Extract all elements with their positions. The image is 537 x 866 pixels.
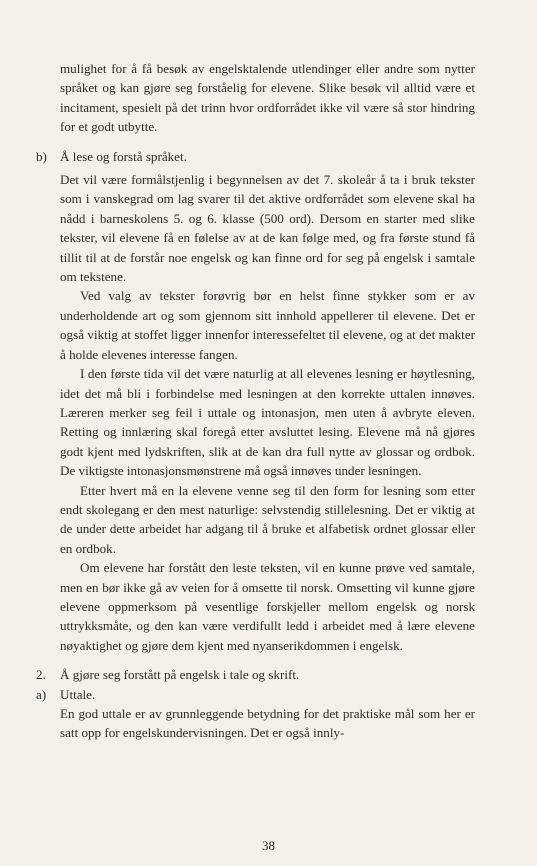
paragraph: Det vil være formålstjenlig i begynnelsen av det 7. skoleår å ta i bruk tekster som i vanskegrad om lag svarer til det aktive ordforrådet som elevene skal ha nådd i barneskolens 5. og 6. klasse (500 ord). Dersom en starter med slike tekster, vil elevene få en følelse av at de kan følge med, og fra første stund få tillit til at de forstår noe engelsk og kan finne ord for seg på engelsk i samtale om tekstene. xyxy=(60,172,475,285)
paragraph: Om elevene har forstått den leste teksten, vil en kunne prøve ved samtale, men en bør ikke gå av veien for å omsette til norsk. Omsetting vil kunne gjøre elevene oppmerksom på vesentlige forskjeller mellom engelsk og norsk uttrykksmåte, og den kan være verdifullt ledd i arbeidet med å lære elevene nøyaktighet og gjøre dem kjent med nyanserikdommen i engelsk. xyxy=(60,560,475,653)
paragraph: En god uttale er av grunnleggende betydning for det praktiske mål som her er satt opp for engelskundervisningen. Det er også innly- xyxy=(60,706,475,741)
paragraph-continued: mulighet for å få besøk av engelsktalende utlendinger eller andre som nytter språket og kan gjøre seg forståelig for elevene. Slike besøk vil alltid være et incitament, spesielt på det trinn hvor ordforrådet ikke vil være så stor hindring for et godt utbytte. xyxy=(60,61,475,135)
section-marker-b: b) xyxy=(36,148,47,164)
page-number: 38 xyxy=(262,838,275,853)
section-heading-2 xyxy=(36,665,475,684)
paragraph: Ved valg av tekster forøvrig bør en helst finne stykker som er av underholdende art og som gjennom sitt innhold appellerer til elevene. Det er også viktig at stoffet ligger innenfor interessefeltet til elevene, og at det makter å holde elevenes interesse fangen. xyxy=(60,288,475,362)
section-title-a: Uttale. xyxy=(60,686,96,702)
section-title-2: Å gjøre seg forstått på engelsk i tale og skrift. xyxy=(60,667,300,683)
paragraph: I den første tida vil det være naturlig at all elevenes lesning er høytlesning, idet det må bli i forbindelse med lesningen at den korrekte uttalen innøves. Læreren merker seg feil i uttale og intonasjon, men uten å avbryte eleven. Retting og innlæring skal foregå etter avsluttet lesing. Elevene må nå gjøres godt kjent med lydskriften, slik at de kan dra full nytte av glossar og ordbok. De viktigste intonasjonsmønstrene må også innøves under lesningen. xyxy=(60,366,475,479)
section-heading-b xyxy=(36,147,475,166)
section-heading-a xyxy=(36,685,475,704)
section-title-b: Å lese og forstå språket. xyxy=(60,148,187,164)
body-text xyxy=(36,59,475,743)
section-marker-a: a) xyxy=(36,686,47,702)
section-marker-2: 2. xyxy=(36,667,46,683)
paragraph: Etter hvert må en la elevene venne seg til den form for lesning som etter endt skolegang er den mest naturlige: selvstendig stillelesning. Det er viktig at de under dette arbeidet har adgang til å bruke et alfabetisk ordnet glossar eller en ordbok. xyxy=(60,482,475,556)
